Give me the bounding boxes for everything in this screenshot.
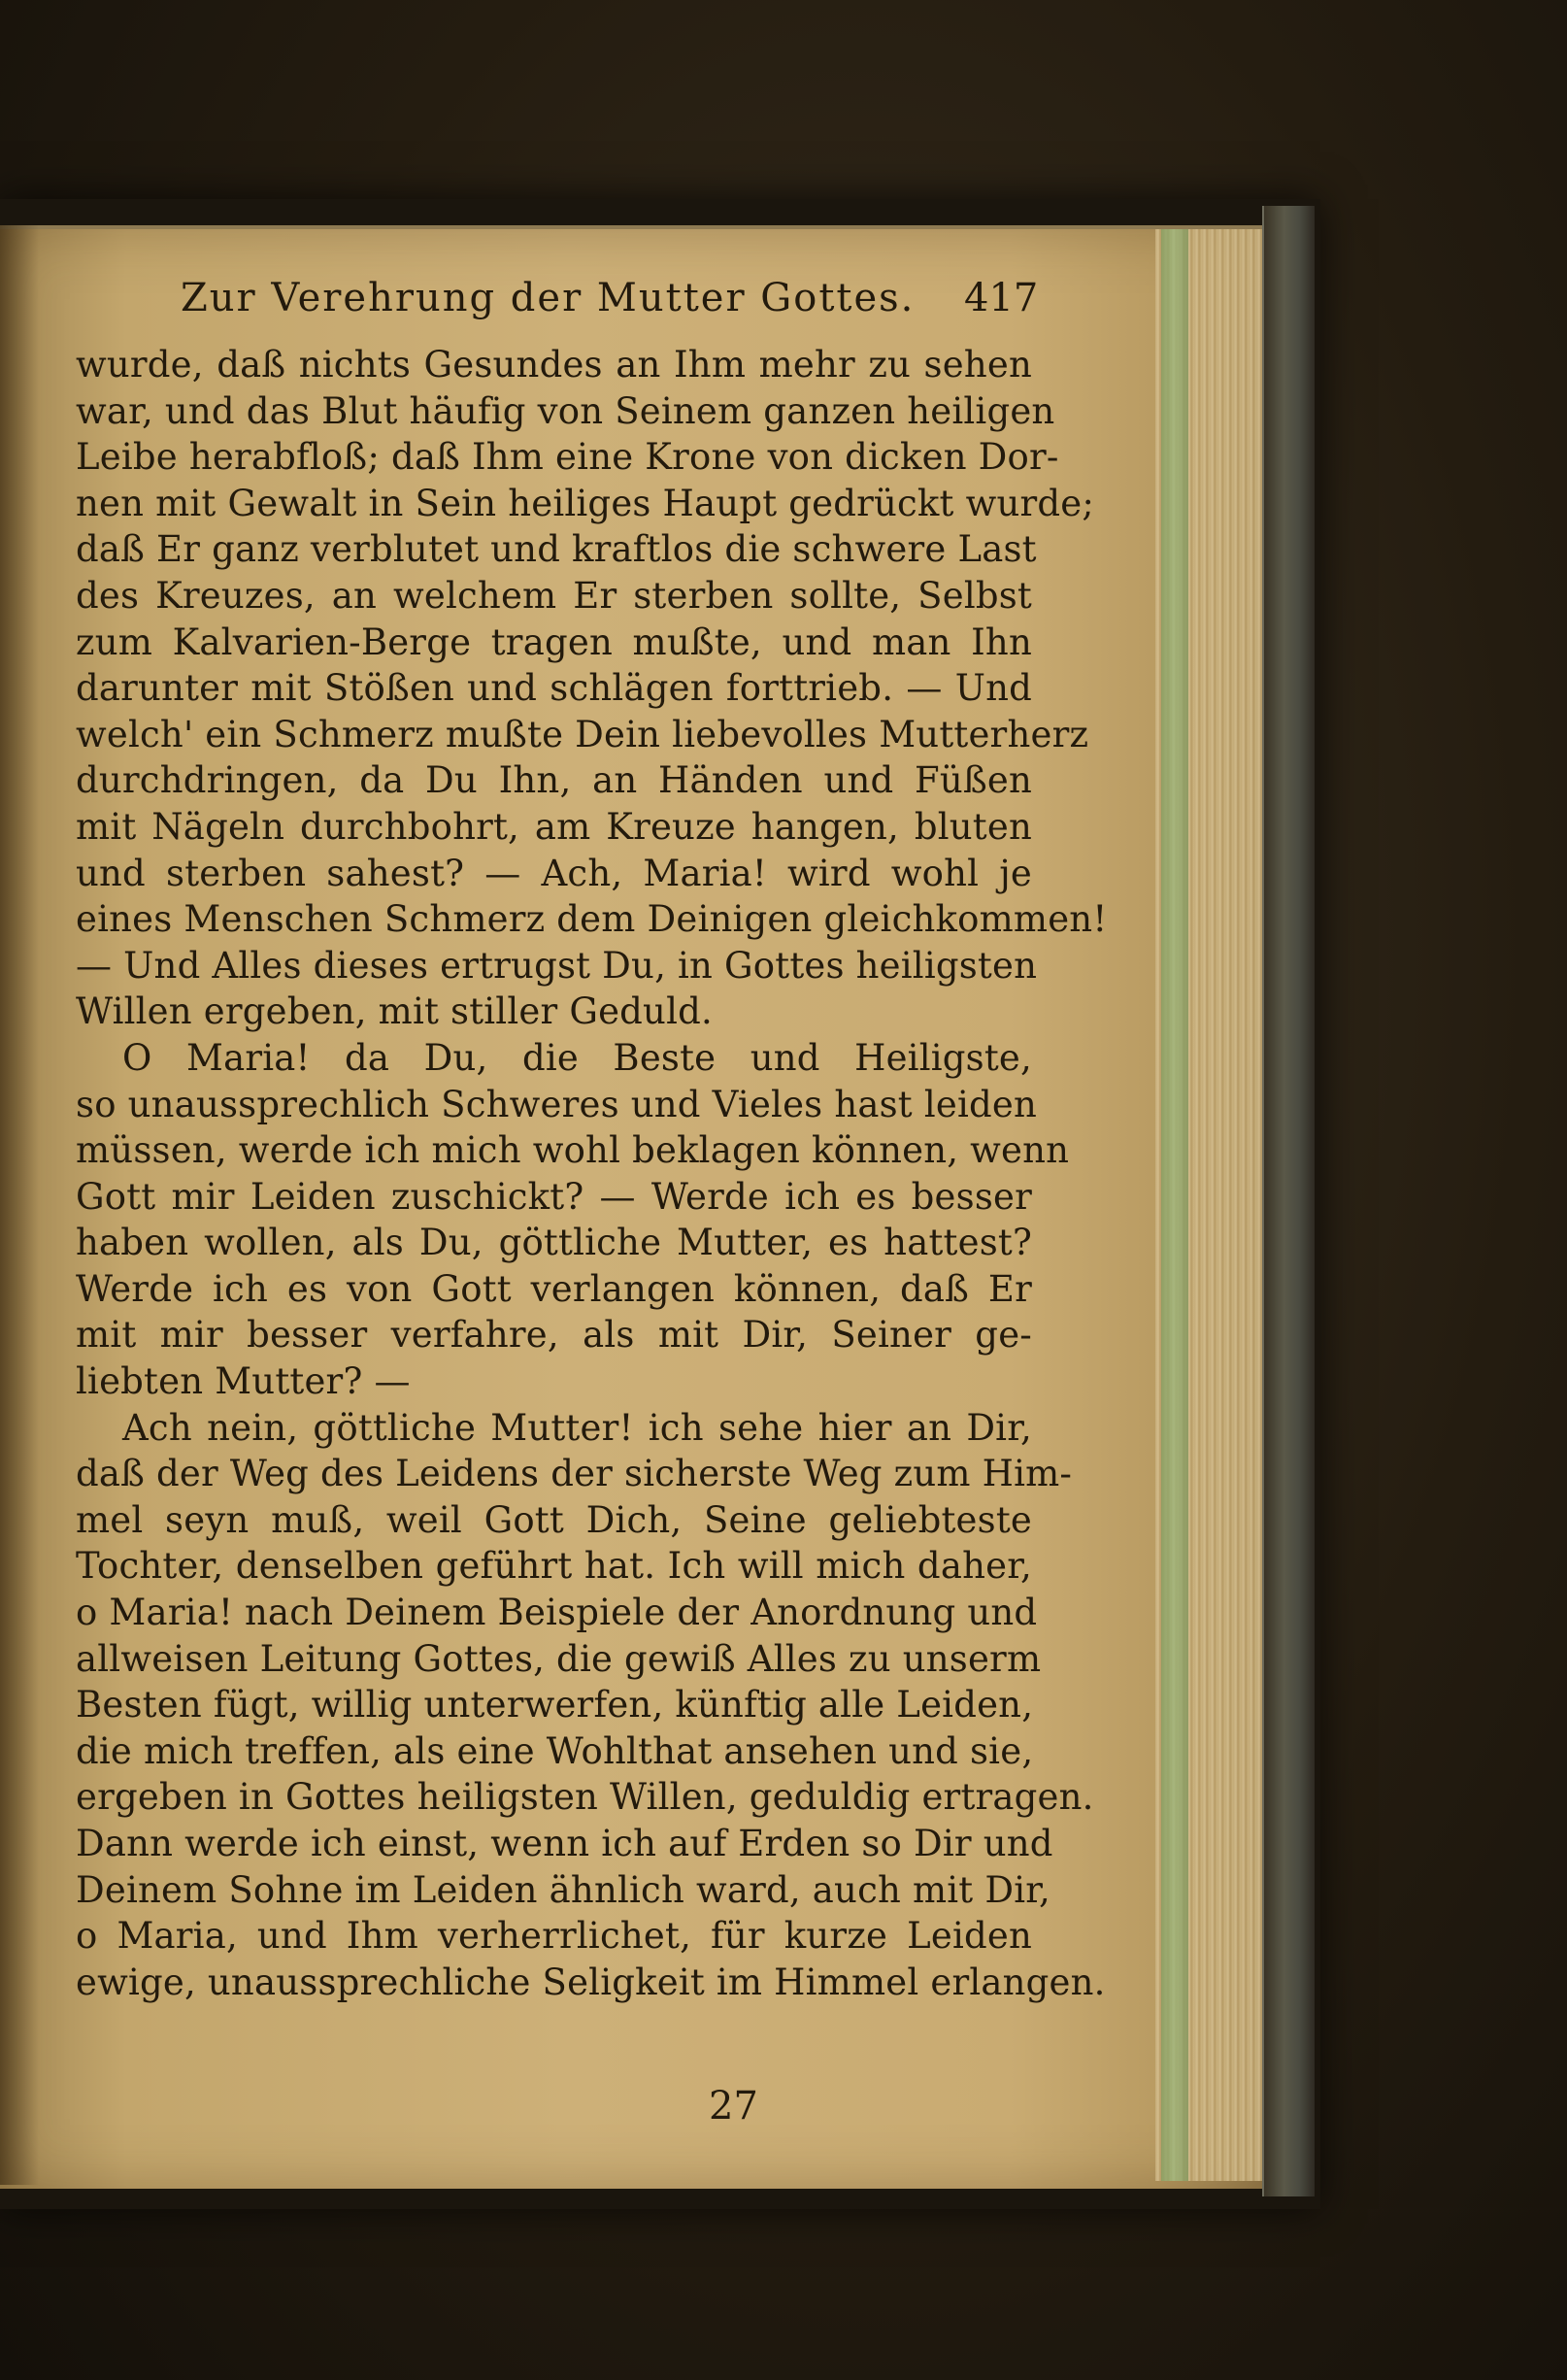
text-line: und sterben sahest? — Ach, Maria! wird wohl je bbox=[76, 852, 1032, 894]
text-line: mit mir besser verfahre, als mit Dir, Seiner ge- bbox=[76, 1314, 1032, 1357]
text-line: allweisen Leitung Gottes, die gewiß Alles zu unserm bbox=[76, 1637, 1042, 1680]
text-line: o Maria, und Ihm verherrlichet, für kurze Leiden bbox=[76, 1915, 1032, 1958]
text-line: eines Menschen Schmerz dem Deinigen gleichkommen! bbox=[76, 898, 1108, 941]
text-line: Werde ich es von Gott verlangen können, daß Er bbox=[76, 1267, 1032, 1310]
page-content bbox=[76, 264, 1108, 2005]
text-line: nen mit Gewalt in Sein heiliges Haupt gedrückt wurde; bbox=[76, 482, 1095, 524]
text-line: die mich treffen, als eine Wohlthat ansehen und sie, bbox=[76, 1729, 1034, 1772]
paragraph-3 bbox=[76, 1405, 1106, 2006]
text-line: zum Kalvarien-Berge tragen mußte, und man Ihn bbox=[76, 620, 1032, 663]
text-line: Besten fügt, willig unterwerfen, künftig alle Leiden, bbox=[76, 1684, 1034, 1726]
text-line: Gott mir Leiden zuschickt? — Werde ich es besser bbox=[76, 1175, 1032, 1218]
text-line: daß Er ganz verblutet und kraftlos die schwere Last bbox=[76, 528, 1037, 571]
text-line: mit Nägeln durchbohrt, am Kreuze hangen, bluten bbox=[76, 805, 1032, 848]
running-head bbox=[76, 264, 1039, 342]
text-line: Leibe herabfloß; daß Ihm eine Krone von dicken Dor- bbox=[76, 436, 1059, 479]
book-cover-edge bbox=[1262, 206, 1315, 2196]
text-line: Dann werde ich einst, wenn ich auf Erden so Dir und bbox=[76, 1823, 1053, 1864]
text-line: müssen, werde ich mich wohl beklagen können, wenn bbox=[76, 1129, 1070, 1172]
paragraph-2 bbox=[76, 1035, 1070, 1405]
page-number: 417 bbox=[964, 276, 1039, 320]
text-line: des Kreuzes, an welchem Er sterben sollte, Selbst bbox=[76, 574, 1032, 617]
text-line: war, und das Blut häufig von Seinem ganzen heiligen bbox=[76, 389, 1055, 432]
text-line: Willen ergeben, mit stiller Geduld. bbox=[76, 990, 713, 1033]
text-line: daß der Weg des Leidens der sicherste Weg zum Him- bbox=[76, 1453, 1073, 1495]
text-line: ewige, unaussprechliche Seligkeit im Himmel erlangen. bbox=[76, 1961, 1106, 2003]
text-line: — Und Alles dieses ertrugst Du, in Gottes heiligsten bbox=[76, 944, 1038, 987]
text-line: welch' ein Schmerz mußte Dein liebevolles Mutterherz bbox=[76, 713, 1089, 755]
text-line: o Maria! nach Deinem Beispiele der Anordnung und bbox=[76, 1592, 1038, 1634]
text-line: Tochter, denselben geführt hat. Ich will mich daher, bbox=[76, 1545, 1032, 1588]
running-title: Zur Verehrung der Mutter Gottes. bbox=[181, 276, 916, 320]
text-line: liebten Mutter? — bbox=[76, 1360, 411, 1403]
colored-page-edge bbox=[1161, 229, 1188, 2181]
text-line: haben wollen, als Du, göttliche Mutter, es hattest? bbox=[76, 1222, 1032, 1264]
text-line: wurde, daß nichts Gesundes an Ihm mehr zu sehen bbox=[76, 344, 1032, 385]
text-line: darunter mit Stößen und schlägen forttrieb. — Und bbox=[76, 667, 1032, 710]
text-line: mel seyn muß, weil Gott Dich, Seine geliebteste bbox=[76, 1498, 1032, 1541]
gutter-shadow bbox=[0, 225, 39, 2185]
text-line: O Maria! da Du, die Beste und Heiligste, bbox=[122, 1036, 1032, 1079]
text-line: durchdringen, da Du Ihn, an Händen und Füßen bbox=[76, 759, 1032, 802]
paragraph-1 bbox=[76, 342, 1108, 1035]
text-line: Ach nein, göttliche Mutter! ich sehe hier an Dir, bbox=[122, 1406, 1032, 1449]
signature-mark: 27 bbox=[709, 2084, 758, 2129]
text-line: so unaussprechlich Schweres und Vieles hast leiden bbox=[76, 1083, 1038, 1125]
text-line: Deinem Sohne im Leiden ähnlich ward, auch mit Dir, bbox=[76, 1868, 1051, 1911]
text-line: ergeben in Gottes heiligsten Willen, geduldig ertragen. bbox=[76, 1776, 1094, 1819]
